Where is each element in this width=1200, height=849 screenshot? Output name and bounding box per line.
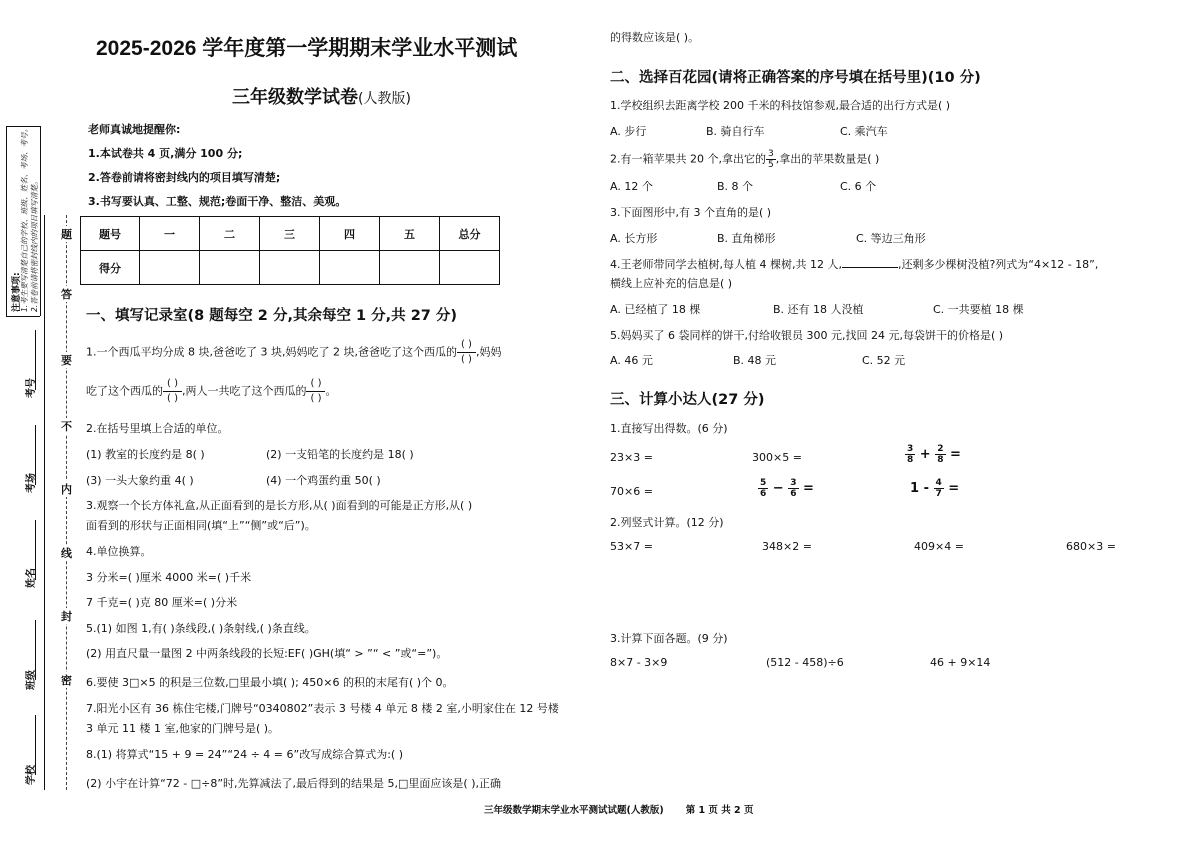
field-line-1[interactable] bbox=[35, 330, 36, 390]
answer-fraction-blank[interactable] bbox=[306, 377, 325, 406]
s2-q5: 5.妈妈买了 6 袋同样的饼干,付给收银员 300 元,找回 24 元,每袋饼干的价格是( ) bbox=[610, 329, 1004, 342]
s1-q4: 4.单位换算。 bbox=[86, 545, 152, 558]
seal-char-8: 密 bbox=[61, 674, 72, 687]
field-exam-number: 考号 bbox=[26, 378, 37, 398]
s1-q2-c: (3) 一头大象约重 4( ) bbox=[86, 474, 194, 487]
section1-heading: 一、填写记录室(8 题每空 2 分,其余每空 1 分,共 27 分) bbox=[86, 308, 458, 324]
field-name: 姓名 bbox=[26, 568, 37, 588]
fraction bbox=[758, 478, 768, 499]
tips-heading: 老师真诚地提醒你: bbox=[88, 123, 181, 136]
s1-q1-text-e: 。 bbox=[325, 384, 337, 398]
s1-q1-text-d: ,两人一共吃了这个西瓜的 bbox=[181, 384, 307, 398]
s2-q3-opt-c: C. 等边三角形 bbox=[856, 232, 926, 245]
s2-q3: 3.下面图形中,有 3 个直角的是( ) bbox=[610, 206, 772, 219]
score-cell[interactable] bbox=[200, 251, 260, 285]
fraction-3-5 bbox=[766, 149, 776, 170]
s1-q7-b: 3 单元 11 楼 1 室,他家的门牌号是( )。 bbox=[86, 722, 280, 735]
footer-text: 三年级数学期末学业水平测试试题(人教版) bbox=[484, 805, 664, 816]
field-line-4[interactable] bbox=[35, 620, 36, 680]
s2-q2-text-b: ,拿出的苹果数量是( ) bbox=[775, 152, 880, 166]
frac-num: 3 bbox=[907, 444, 914, 454]
field-class: 班级 bbox=[26, 670, 37, 690]
s3-p3-item-1: 8×7 - 3×9 bbox=[610, 656, 668, 669]
frac-den: 6 bbox=[760, 489, 767, 499]
s2-q5-opt-b: B. 48 元 bbox=[733, 354, 777, 367]
seal-char-1: 题 bbox=[61, 228, 72, 241]
frac-num: ( ) bbox=[306, 377, 325, 392]
frac-den: 8 bbox=[937, 455, 944, 465]
s2-q4-line1 bbox=[610, 256, 1098, 272]
s1-q1-text-b: ,妈妈 bbox=[475, 345, 502, 359]
s3-p1-item-5 bbox=[758, 478, 814, 499]
operator: − bbox=[772, 481, 784, 496]
strip-solid-line bbox=[44, 215, 45, 790]
frac-num: 4 bbox=[935, 478, 942, 488]
s2-q1: 1.学校组织去距离学校 200 千米的科技馆参观,最合适的出行方式是( ) bbox=[610, 99, 951, 112]
frac-den: 5 bbox=[767, 160, 774, 170]
frac-den: 6 bbox=[790, 489, 797, 499]
frac-num: ( ) bbox=[163, 377, 182, 392]
score-header-cell: 题号 bbox=[81, 217, 140, 251]
fill-in-line[interactable] bbox=[842, 258, 898, 268]
s1-q8-b: (2) 小宇在计算“72 - □÷8”时,先算减法了,最后得到的结果是 5,□里面应该是( ),正确 bbox=[86, 777, 501, 790]
s3-p1: 1.直接写出得数。(6 分) bbox=[610, 422, 728, 435]
s2-q2 bbox=[610, 149, 879, 170]
score-header-cell: 四 bbox=[320, 217, 380, 251]
s3-p1-item-1: 23×3 = bbox=[610, 451, 653, 464]
s3-p2-item-1: 53×7 = bbox=[610, 540, 653, 553]
s1-q2: 2.在括号里填上合适的单位。 bbox=[86, 422, 229, 435]
footer bbox=[484, 802, 753, 816]
s2-q2-opt-b: B. 8 个 bbox=[717, 180, 754, 193]
s3-p1-item-2: 300×5 = bbox=[752, 451, 802, 464]
score-cell[interactable] bbox=[440, 251, 500, 285]
s3-p3: 3.计算下面各题。(9 分) bbox=[610, 632, 728, 645]
page-title: 2025-2026 学年度第一学期期末学业水平测试 bbox=[96, 37, 518, 60]
equals: = bbox=[950, 447, 961, 462]
field-line-3[interactable] bbox=[35, 520, 36, 580]
s3-p2: 2.列竖式计算。(12 分) bbox=[610, 516, 724, 529]
frac-num: 3 bbox=[767, 149, 774, 159]
s1-q3-b: 面看到的形状与正面相同(填“上”“侧”或“后”)。 bbox=[86, 519, 316, 532]
frac-num: ( ) bbox=[457, 338, 476, 353]
tip-2: 2.答卷前请将密封线内的项目填写清楚; bbox=[88, 171, 281, 184]
s2-q2-opt-a: A. 12 个 bbox=[610, 180, 653, 193]
notice-text-2: 2.答卷前请将密封线内的项目填写清楚。 bbox=[30, 177, 39, 312]
notice-border-left bbox=[6, 126, 7, 316]
score-table-score-row bbox=[81, 251, 500, 285]
s2-q4-text-b: ,还剩多少棵树没植?列式为“4×12 - 18”, bbox=[897, 258, 1099, 271]
s2-q2-opt-c: C. 6 个 bbox=[840, 180, 877, 193]
seal-char-5: 内 bbox=[61, 483, 72, 496]
s1-q6: 6.要使 3□×5 的积是三位数,□里最小填( ); 450×6 的积的末尾有( )个 0。 bbox=[86, 676, 454, 689]
tip-3: 3.书写要认真、工整、规范;卷面干净、整洁、美观。 bbox=[88, 195, 347, 208]
s2-q1-opt-a: A. 步行 bbox=[610, 125, 647, 138]
score-header-cell: 三 bbox=[260, 217, 320, 251]
s2-q4-c: 横线上应补充的信息是( ) bbox=[610, 277, 733, 290]
s1-q4-a: 3 分米=( )厘米 4000 米=( )千米 bbox=[86, 571, 252, 584]
seal-char-7: 封 bbox=[61, 610, 72, 623]
frac-num: 5 bbox=[760, 478, 767, 488]
seal-char-6: 线 bbox=[61, 547, 72, 560]
fraction bbox=[935, 444, 945, 465]
s1-q8-c: 的得数应该是( )。 bbox=[610, 31, 700, 44]
field-line-5[interactable] bbox=[35, 715, 36, 775]
s1-q7-a: 7.阳光小区有 36 栋住宅楼,门牌号“0340802”表示 3 号楼 4 单元 8 楼 2 室,小明家住在 12 号楼 bbox=[86, 702, 559, 715]
s2-q3-opt-b: B. 直角梯形 bbox=[717, 232, 776, 245]
score-header-cell: 五 bbox=[380, 217, 440, 251]
s3-p1-item-6 bbox=[910, 478, 959, 499]
score-table-header-row bbox=[81, 217, 500, 251]
section3-heading: 三、计算小达人(27 分) bbox=[610, 392, 765, 408]
fraction bbox=[788, 478, 798, 499]
frac-num: 2 bbox=[937, 444, 944, 454]
s1-q2-d: (4) 一个鸡蛋约重 50( ) bbox=[266, 474, 381, 487]
frac-den: 7 bbox=[935, 489, 942, 499]
s3-p1-item-4: 70×6 = bbox=[610, 485, 653, 498]
field-school: 学校 bbox=[26, 765, 37, 785]
seal-char-3: 要 bbox=[61, 354, 72, 367]
answer-fraction-blank[interactable] bbox=[457, 338, 476, 367]
footer-page-number: 第 1 页 共 2 页 bbox=[685, 805, 754, 816]
seal-char-2: 答 bbox=[61, 288, 72, 301]
s1-q5-b: (2) 用直尺量一量图 2 中两条线段的长短:EF( )GH(填“ > ”“ < ”或“=”)。 bbox=[86, 647, 448, 660]
s2-q2-text-a: 2.有一箱苹果共 20 个,拿出它的 bbox=[610, 152, 766, 166]
answer-fraction-blank[interactable] bbox=[163, 377, 182, 406]
score-row-label: 得分 bbox=[81, 251, 140, 285]
frac-den: ( ) bbox=[460, 354, 472, 365]
field-exam-room: 考场 bbox=[26, 473, 37, 493]
s3-p3-item-2: (512 - 458)÷6 bbox=[766, 656, 844, 669]
s1-q2-a: (1) 教室的长度约是 8( ) bbox=[86, 448, 205, 461]
fraction bbox=[934, 478, 944, 499]
s1-q4-b: 7 千克=( )克 80 厘米=( )分米 bbox=[86, 596, 238, 609]
score-cell[interactable] bbox=[260, 251, 320, 285]
s1-q3-a: 3.观察一个长方体礼盒,从正面看到的是长方形,从( )面看到的可能是正方形,从( ) bbox=[86, 499, 473, 512]
s1-q1-text-a: 1.一个西瓜平均分成 8 块,爸爸吃了 3 块,妈妈吃了 2 块,爸爸吃了这个西瓜的 bbox=[86, 345, 457, 359]
score-table bbox=[80, 216, 500, 285]
score-cell[interactable] bbox=[140, 251, 200, 285]
s3-p2-item-2: 348×2 = bbox=[762, 540, 812, 553]
s2-q5-opt-a: A. 46 元 bbox=[610, 354, 653, 367]
section2-heading: 二、选择百花园(请将正确答案的序号填在括号里)(10 分) bbox=[610, 70, 981, 86]
subtitle-suffix: (人教版) bbox=[358, 91, 411, 107]
score-header-cell: 一 bbox=[140, 217, 200, 251]
s3-p2-item-4: 680×3 = bbox=[1066, 540, 1116, 553]
s3-p2-item-3: 409×4 = bbox=[914, 540, 964, 553]
subtitle-main: 三年级数学试卷 bbox=[232, 87, 358, 108]
s2-q4-opt-c: C. 一共要植 18 棵 bbox=[933, 303, 1024, 316]
notice-border-bottom bbox=[6, 316, 40, 317]
notice-text-1: 1.考生要写清楚自己的学校、班级、姓名、考场、考号。 bbox=[20, 124, 29, 312]
tip-1: 1.本试卷共 4 页,满分 100 分; bbox=[88, 147, 243, 160]
s1-q1-line2 bbox=[86, 377, 336, 406]
seal-char-4: 不 bbox=[61, 420, 72, 433]
s2-q1-opt-b: B. 骑自行车 bbox=[706, 125, 765, 138]
frac-den: 8 bbox=[907, 455, 914, 465]
notice-border-right bbox=[40, 126, 41, 316]
notice-title: 注意事项: bbox=[12, 272, 22, 312]
score-header-cell: 二 bbox=[200, 217, 260, 251]
score-cell[interactable] bbox=[380, 251, 440, 285]
s2-q5-opt-c: C. 52 元 bbox=[862, 354, 906, 367]
s3-p3-item-3: 46 + 9×14 bbox=[930, 656, 991, 669]
s1-q2-b: (2) 一支铅笔的长度约是 18( ) bbox=[266, 448, 414, 461]
operator: + bbox=[919, 447, 931, 462]
s1-q5-a: 5.(1) 如图 1,有( )条线段,( )条射线,( )条直线。 bbox=[86, 622, 316, 635]
frac-den: ( ) bbox=[167, 393, 178, 404]
s2-q1-opt-c: C. 乘汽车 bbox=[840, 125, 888, 138]
s2-q4-opt-a: A. 已经植了 18 棵 bbox=[610, 303, 701, 316]
s1-q1-line1 bbox=[86, 338, 501, 367]
score-header-cell: 总分 bbox=[440, 217, 500, 251]
page-subtitle bbox=[232, 83, 411, 109]
expr-text: 1 - bbox=[910, 481, 934, 496]
equals: = bbox=[948, 481, 960, 496]
equals: = bbox=[803, 481, 814, 496]
frac-num: 3 bbox=[790, 478, 797, 488]
s3-p1-item-3 bbox=[905, 444, 961, 465]
frac-den: ( ) bbox=[310, 393, 322, 404]
s2-q4-text-a: 4.王老师带同学去植树,每人植 4 棵树,共 12 人, bbox=[610, 258, 842, 271]
s1-q1-text-c: 吃了这个西瓜的 bbox=[86, 384, 163, 398]
s1-q8-a: 8.(1) 将算式“15 + 9 = 24”“24 ÷ 4 = 6”改写成综合算式为:( ) bbox=[86, 748, 403, 761]
score-cell[interactable] bbox=[320, 251, 380, 285]
s2-q4-opt-b: B. 还有 18 人没植 bbox=[773, 303, 864, 316]
fraction bbox=[905, 444, 915, 465]
s2-q3-opt-a: A. 长方形 bbox=[610, 232, 658, 245]
field-line-2[interactable] bbox=[35, 425, 36, 485]
